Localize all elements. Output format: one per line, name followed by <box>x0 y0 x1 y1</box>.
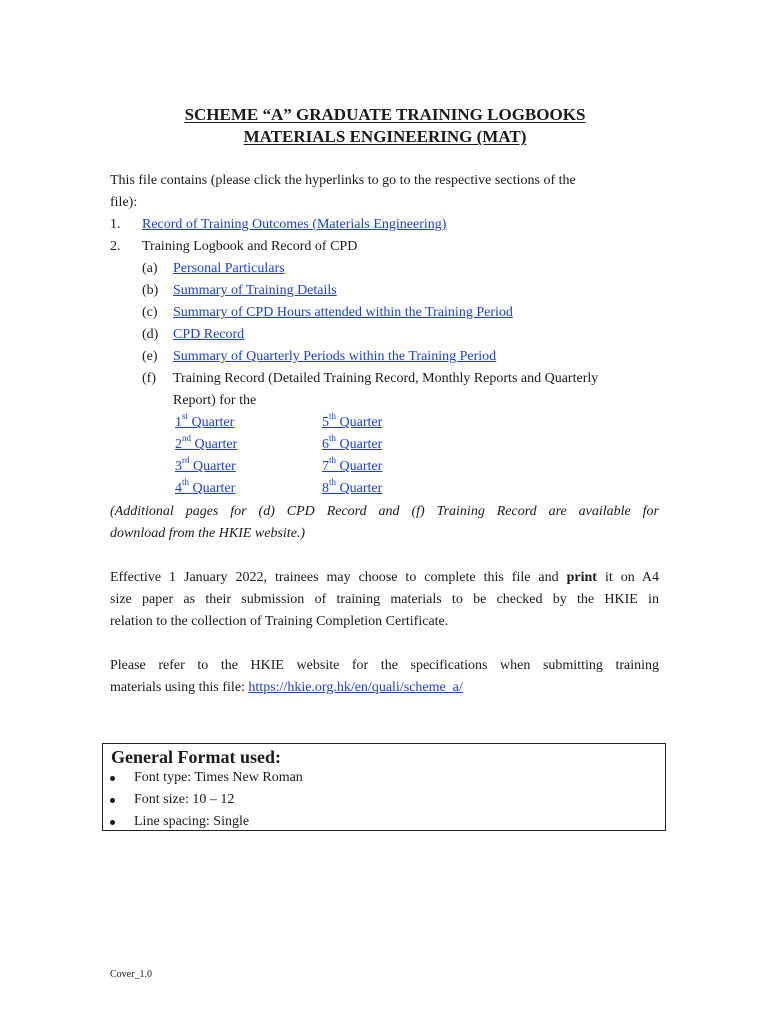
link-quarter-2[interactable]: 2nd Quarter <box>175 433 238 452</box>
link-quarter-5[interactable]: 5th Quarter <box>322 411 383 430</box>
effective-line-2: size paper as their submission of training materials to be checked by the HKIE in <box>110 592 659 607</box>
link-summary-of-quarterly-periods[interactable]: Summary of Quarterly Periods within the Training Period <box>173 349 497 364</box>
additional-pages-note <box>110 501 659 545</box>
link-quarter-7[interactable]: 7th Quarter <box>322 455 383 474</box>
subitem-a-letter: (a) <box>142 261 158 276</box>
effective-line-1: Effective 1 January 2022, trainees may choose to complete this file and print it on A4 <box>110 570 660 585</box>
bullet-dot-icon <box>110 798 115 803</box>
general-format-title: General Format used: <box>111 747 281 767</box>
subitem-f-label-line-2: Report) for the <box>173 393 257 408</box>
link-personal-particulars[interactable]: Personal Particulars <box>173 261 285 276</box>
effective-line-3: relation to the collection of Training Completion Certificate. <box>110 614 449 629</box>
general-format-box: General Format used: Font type: Times New Roman Font size: 10 – 12 Line spacing: Single <box>102 743 666 831</box>
page-title <box>110 104 660 148</box>
link-record-of-training-outcomes[interactable]: Record of Training Outcomes (Materials Engineering) <box>142 217 447 232</box>
title-line-1: SCHEME “A” GRADUATE TRAINING LOGBOOKS <box>184 105 586 124</box>
item-2-label: Training Logbook and Record of CPD <box>142 239 358 254</box>
title-line-2: MATERIALS ENGINEERING (MAT) <box>243 127 527 146</box>
intro-line-1: This file contains (please click the hyperlinks to go to the respective sections of the <box>110 173 576 188</box>
subitem-b-letter: (b) <box>142 283 159 298</box>
link-summary-of-cpd-hours[interactable]: Summary of CPD Hours attended within the Training Period <box>173 305 513 320</box>
refer-paragraph <box>110 655 659 699</box>
item-2-number: 2. <box>110 239 121 254</box>
link-quarter-4[interactable]: 4th Quarter <box>175 477 236 496</box>
print-emphasis: print <box>566 570 597 585</box>
link-quarter-3[interactable]: 3rd Quarter <box>175 455 236 474</box>
link-quarter-6[interactable]: 6th Quarter <box>322 433 383 452</box>
subitem-e-letter: (e) <box>142 349 158 364</box>
effective-paragraph <box>110 567 659 633</box>
link-quarter-1[interactable]: 1st Quarter <box>175 411 235 430</box>
item-1-number: 1. <box>110 217 121 232</box>
link-cpd-record[interactable]: CPD Record <box>173 327 245 342</box>
bullet-dot-icon <box>110 776 115 781</box>
subitem-c-letter: (c) <box>142 305 158 320</box>
link-hkie-scheme-a-url[interactable]: https://hkie.org.hk/en/quali/scheme_a/ <box>248 680 463 695</box>
link-quarter-8[interactable]: 8th Quarter <box>322 477 383 496</box>
intro-line-2: file): <box>110 195 138 210</box>
subitem-f-label-line-1: Training Record (Detailed Training Record, Monthly Reports and Quarterly <box>173 371 599 386</box>
additional-note-line-1: (Additional pages for (d) CPD Record and (f) Training Record are available for <box>110 504 659 519</box>
footer-version: Cover_1.0 <box>110 969 152 980</box>
refer-line-2: materials using this file: https://hkie.org.hk/en/quali/scheme_a/ <box>110 680 463 695</box>
bullet-dot-icon <box>110 820 115 825</box>
refer-line-1: Please refer to the HKIE website for the specifications when submitting training <box>110 658 659 673</box>
additional-note-line-2: download from the HKIE website.) <box>110 526 306 541</box>
subitem-f-letter: (f) <box>142 371 156 386</box>
link-summary-of-training-details[interactable]: Summary of Training Details <box>173 283 337 298</box>
subitem-d-letter: (d) <box>142 327 159 342</box>
